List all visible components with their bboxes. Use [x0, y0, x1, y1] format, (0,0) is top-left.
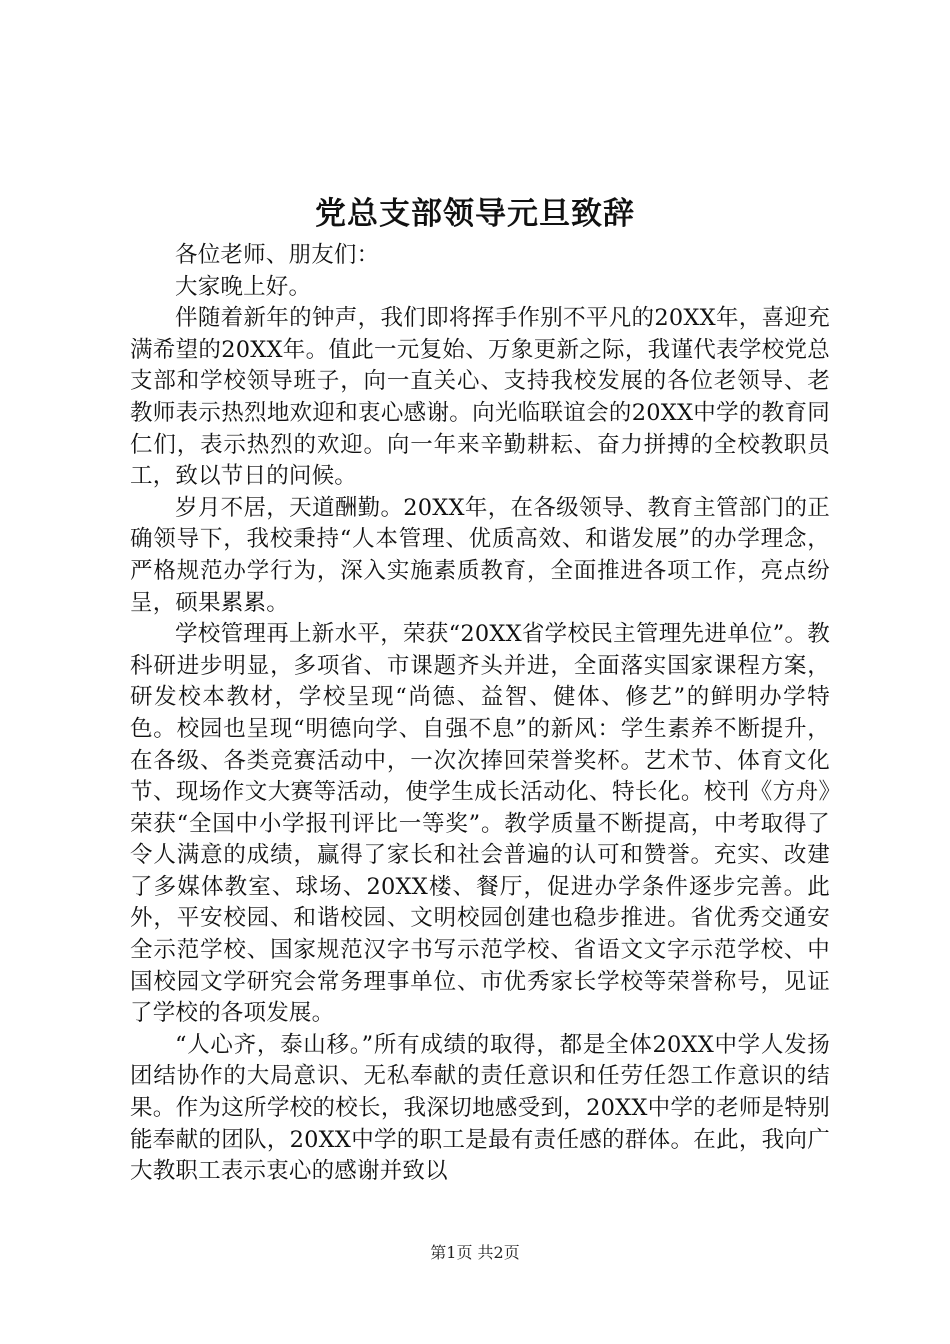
document-title: 党总支部领导元旦致辞: [315, 196, 635, 232]
greeting-paragraph: 各位老师、朋友们：: [175, 242, 380, 268]
body-paragraph: 学校管理再上新水平，荣获“20XX省学校民主管理先进单位”。教科研进步明显，多项省、市课题齐头并进，全面落实国家课程方案，研发校本教材，学校呈现“尚德、益智、健体、修艺”的鲜明办学特色。校园也呈现“明德向学、自强不息”的新风：学生素养不断提升，在各级、各类竞赛活动中，一次次捧回荣誉奖杯。艺术节、体育文化节、现场作文大赛等活动，使学生成长活动化、特长化。校刊《方舟》荣获“全国中小学报刊评比一等奖”。教学质量不断提高，中考取得了令人满意的成绩，赢得了家长和社会普遍的认可和赞誉。充实、改建了多媒体教室、球场、20XX楼、餐厅，促进办学条件逐步完善。此外，平安校园、和谐校园、文明校园创建也稳步推进。省优秀交通安全示范学校、国家规范汉字书写示范学校、省语文文字示范学校、中国校园文学研究会常务理事单位、市优秀家长学校等荣誉称号，见证了学校的各项发展。: [130, 621, 830, 1027]
document-body: [130, 240, 830, 1188]
body-paragraph: 岁月不居，天道酬勤。20XX年，在各级领导、教育主管部门的正确领导下，我校秉持“人本管理、优质高效、和谐发展”的办学理念，严格规范办学行为，深入实施素质教育，全面推进各项工作，亮点纷呈，硕果累累。: [130, 494, 830, 616]
body-paragraph: 伴随着新年的钟声，我们即将挥手作别不平凡的20XX年，喜迎充满希望的20XX年。值此一元复始、万象更新之际，我谨代表学校党总支部和学校领导班子，向一直关心、支持我校发展的各位老领导、老教师表示热烈地欢迎和衷心感谢。向光临联谊会的20XX中学的教育同仁们，表示热烈的欢迎。向一年来辛勤耕耘、奋力拼搏的全校教职员工，致以节日的问候。: [130, 305, 830, 490]
page-footer: 第1页 共2页: [430, 1243, 520, 1262]
salutation-paragraph: 大家晚上好。: [175, 273, 312, 300]
body-paragraph: “人心齐，泰山移。”所有成绩的取得，都是全体20XX中学人发扬团结协作的大局意识、无私奉献的责任意识和任劳任怨工作意识的结果。作为这所学校的校长，我深切地感受到，20XX中学的老师是特别能奉献的团队，20XX中学的职工是最有责任感的群体。在此，我向广大教职工表示衷心的感谢并致以: [130, 1031, 830, 1185]
